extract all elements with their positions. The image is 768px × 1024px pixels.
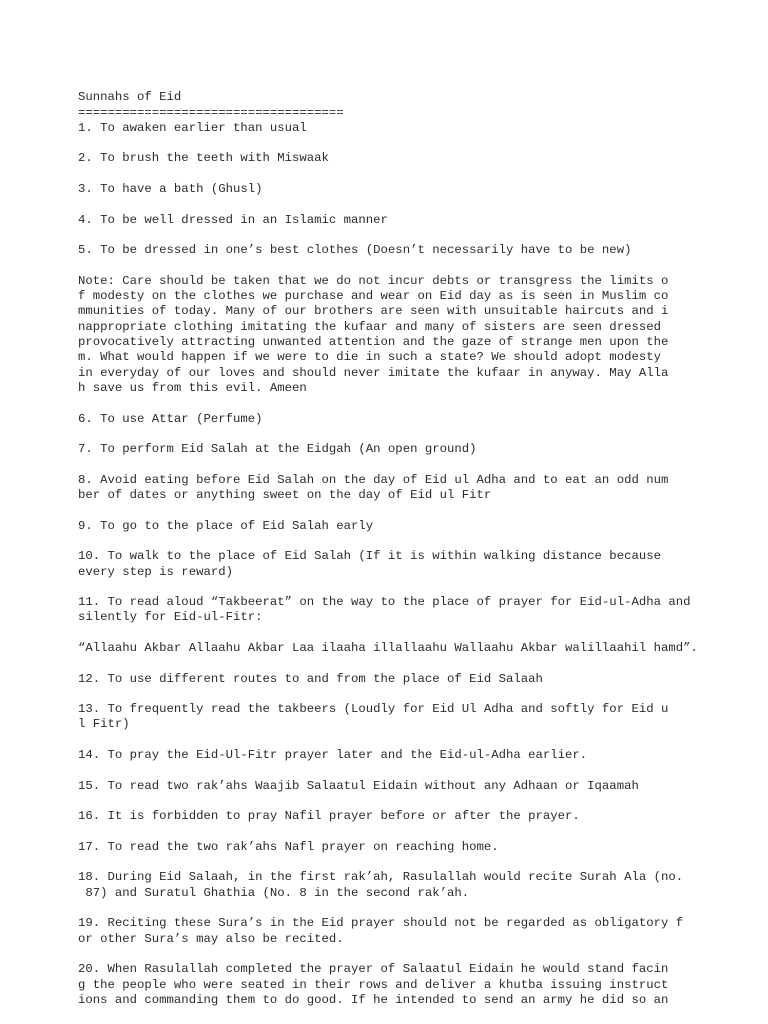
document-line: [78, 136, 738, 151]
document-line: [78, 794, 738, 809]
document-line: m. What would happen if we were to die in such a state? We should adopt modesty: [78, 350, 661, 365]
document-line: [78, 534, 738, 549]
document-line: 14. To pray the Eid-Ul-Fitr prayer later and the Eid-ul-Adha earlier.: [78, 748, 588, 763]
document-line: 5. To be dressed in one’s best clothes (Doesn’t necessarily have to be new): [78, 243, 632, 258]
document-line: [78, 733, 738, 748]
document-line: [78, 197, 738, 212]
document-line: [78, 855, 738, 870]
document-line: 17. To read the two rak’ahs Nafl prayer on reaching home.: [78, 839, 499, 854]
document-line: [78, 503, 738, 518]
document-line: [78, 626, 738, 641]
document-line: 8. Avoid eating before Eid Salah on the day of Eid ul Adha and to eat an odd num: [78, 472, 669, 487]
document-line: g the people who were seated in their rows and deliver a khutba issuing instruct: [78, 977, 669, 992]
document-line: Note: Care should be taken that we do not incur debts or transgress the limits o: [78, 273, 669, 288]
document-line: [78, 947, 738, 962]
document-line: nappropriate clothing imitating the kufaar and many of sisters are seen dressed: [78, 319, 661, 334]
document-line: “Allaahu Akbar Allaahu Akbar Laa ilaaha illallaahu Wallaahu Akbar walillaahil hamd”.: [78, 640, 698, 655]
document-line: [78, 580, 738, 595]
document-line: 19. Reciting these Sura’s in the Eid prayer should not be regarded as obligatory f: [78, 916, 684, 931]
document-line: [78, 167, 738, 182]
document-line: or other Sura’s may also be recited.: [78, 931, 344, 946]
document-line: 87) and Suratul Ghathia (No. 8 in the second rak’ah.: [78, 885, 470, 900]
document-line: provocatively attracting unwanted attention and the gaze of strange men upon the: [78, 335, 669, 350]
document-line: mmunities of today. Many of our brothers are seen with unsuitable haircuts and i: [78, 304, 669, 319]
document-line: [78, 825, 738, 840]
document-line: 3. To have a bath (Ghusl): [78, 182, 263, 197]
document-line: Sunnahs of Eid: [78, 90, 182, 105]
document-line: 9. To go to the place of Eid Salah early: [78, 518, 374, 533]
document-line: [78, 457, 738, 472]
document-line: l Fitr): [78, 717, 130, 732]
document-line: [78, 427, 738, 442]
document-line: 18. During Eid Salaah, in the first rak’ah, Rasulallah would recite Surah Ala (no.: [78, 870, 684, 885]
document-line: [78, 396, 738, 411]
document-line: 12. To use different routes to and from the place of Eid Salaah: [78, 671, 543, 686]
document-line: f modesty on the clothes we purchase and wear on Eid day as is seen in Muslim co: [78, 289, 669, 304]
document-line: [78, 656, 738, 671]
document-line: [78, 228, 738, 243]
document-line: 7. To perform Eid Salah at the Eidgah (An open ground): [78, 442, 477, 457]
document-line: h save us from this evil. Ameen: [78, 380, 307, 395]
document-line: silently for Eid-ul-Fitr:: [78, 610, 263, 625]
document-line: 2. To brush the teeth with Miswaak: [78, 151, 329, 166]
document-line: 15. To read two rak’ahs Waajib Salaatul Eidain without any Adhaan or Iqaamah: [78, 778, 639, 793]
document-line: 16. It is forbidden to pray Nafil prayer before or after the prayer.: [78, 809, 580, 824]
document-line: 11. To read aloud “Takbeerat” on the way to the place of prayer for Eid-ul-Adha and: [78, 595, 691, 610]
document-line: 1. To awaken earlier than usual: [78, 120, 307, 135]
document-line: every step is reward): [78, 564, 233, 579]
document-line: [78, 763, 738, 778]
document-page: [78, 75, 738, 1008]
document-line: ====================================: [78, 105, 344, 120]
document-line: [78, 687, 738, 702]
document-line: [78, 901, 738, 916]
document-line: in everyday of our loves and should never imitate the kufaar in anyway. May Alla: [78, 365, 669, 380]
document-line: [78, 75, 738, 90]
document-line: 20. When Rasulallah completed the prayer of Salaatul Eidain he would stand facin: [78, 962, 669, 977]
document-line: ions and commanding them to do good. If he intended to send an army he did so an: [78, 992, 669, 1007]
document-line: 10. To walk to the place of Eid Salah (If it is within walking distance because: [78, 549, 661, 564]
document-line: [78, 259, 738, 274]
document-line: 13. To frequently read the takbeers (Loudly for Eid Ul Adha and softly for Eid u: [78, 702, 669, 717]
document-line: 4. To be well dressed in an Islamic manner: [78, 212, 388, 227]
document-line: 6. To use Attar (Perfume): [78, 411, 263, 426]
document-line: ber of dates or anything sweet on the day of Eid ul Fitr: [78, 488, 492, 503]
